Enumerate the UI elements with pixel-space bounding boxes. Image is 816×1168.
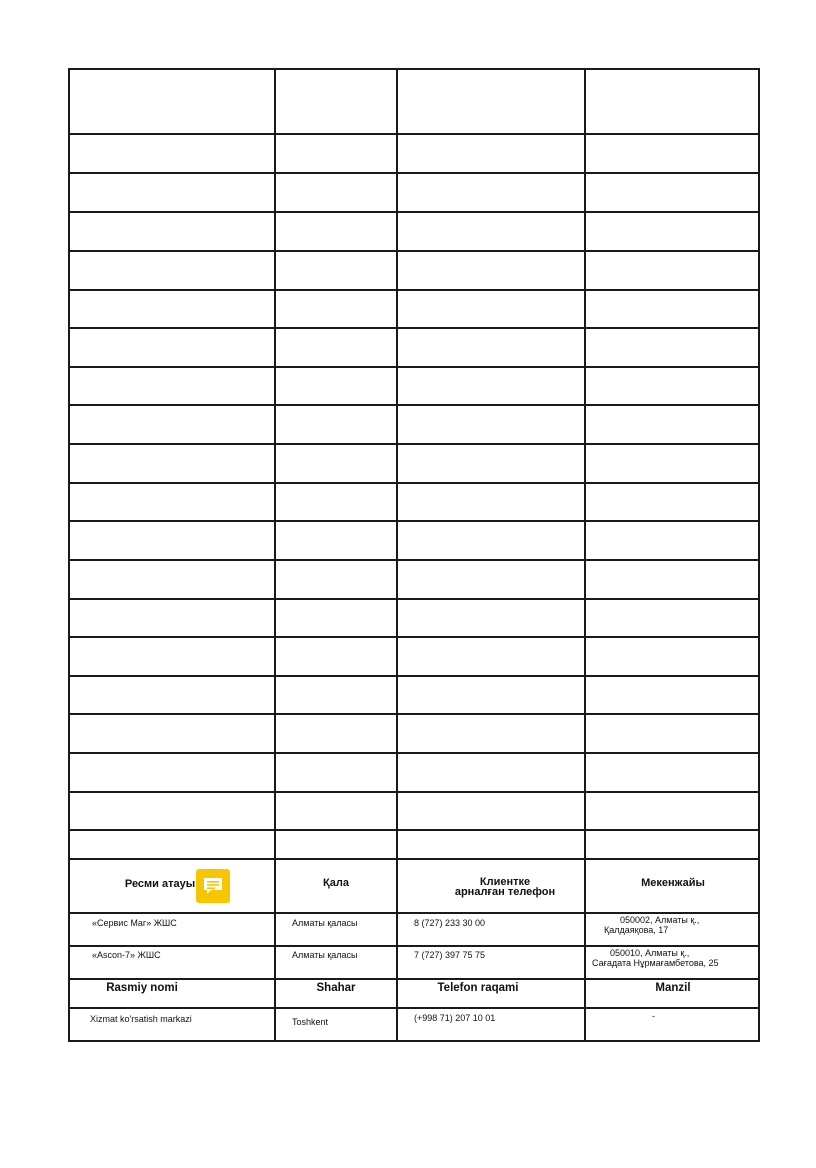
- table-row: [70, 914, 758, 947]
- table-header-row: [70, 860, 758, 914]
- cell-address-line1: 050010, Алматы қ.,: [610, 948, 690, 958]
- grid-row-divider: [70, 675, 758, 677]
- cell-address-line2: Қалдаяқова, 17: [604, 925, 669, 935]
- cell-phone: 7 (727) 397 75 75: [414, 950, 486, 960]
- grid-row-divider: [70, 520, 758, 522]
- comment-icon[interactable]: [196, 869, 230, 903]
- header-phone-line1: Клиентке: [479, 876, 531, 888]
- grid-column-divider: [396, 70, 398, 858]
- header-city: Қала: [323, 877, 349, 889]
- grid-row-divider: [70, 713, 758, 715]
- service-centers-table: [68, 860, 760, 1042]
- cell-name: «Ascon-7» ЖШС: [92, 950, 161, 960]
- cell-address-line1: 050002, Алматы қ.,: [620, 915, 700, 925]
- cell-city: Алматы қаласы: [292, 950, 358, 960]
- cell-address: -: [652, 1011, 655, 1021]
- empty-table-grid: [68, 68, 760, 860]
- grid-row-divider: [70, 133, 758, 135]
- table-row: [70, 947, 758, 980]
- cell-phone: 8 (727) 233 30 00: [414, 918, 486, 928]
- grid-row-divider: [70, 366, 758, 368]
- header-address-uz: Manzil: [655, 982, 691, 994]
- header-official-name: Ресми атауы: [124, 878, 196, 890]
- cell-city: Toshkent: [292, 1017, 329, 1027]
- grid-row-divider: [70, 636, 758, 638]
- grid-row-divider: [70, 559, 758, 561]
- header-address: Мекенжайы: [641, 877, 705, 889]
- table-header-row: [70, 980, 758, 1009]
- grid-row-divider: [70, 791, 758, 793]
- cell-name: Xizmat ko'rsatish markazi: [90, 1014, 192, 1024]
- grid-row-divider: [70, 482, 758, 484]
- table-row: [70, 1009, 758, 1040]
- grid-row-divider: [70, 443, 758, 445]
- grid-row-divider: [70, 172, 758, 174]
- grid-row-divider: [70, 404, 758, 406]
- grid-row-divider: [70, 829, 758, 831]
- grid-row-divider: [70, 327, 758, 329]
- grid-column-divider: [274, 70, 276, 858]
- header-phone-line2: арналған телефон: [454, 886, 556, 898]
- cell-address-line2: Сағадата Нұрмағамбетова, 25: [592, 958, 719, 968]
- grid-column-divider: [584, 70, 586, 858]
- grid-row-divider: [70, 211, 758, 213]
- grid-row-divider: [70, 752, 758, 754]
- cell-name: «Сервис Маг» ЖШС: [92, 918, 177, 928]
- comment-icon-glyph: [196, 869, 230, 903]
- grid-row-divider: [70, 289, 758, 291]
- grid-row-divider: [70, 598, 758, 600]
- cell-phone: (+998 71) 207 10 01: [414, 1013, 496, 1023]
- cell-city: Алматы қаласы: [292, 918, 358, 928]
- header-city-uz: Shahar: [316, 982, 356, 994]
- header-official-name-uz: Rasmiy nomi: [106, 982, 178, 994]
- grid-row-divider: [70, 250, 758, 252]
- header-phone-uz: Telefon raqami: [437, 982, 519, 994]
